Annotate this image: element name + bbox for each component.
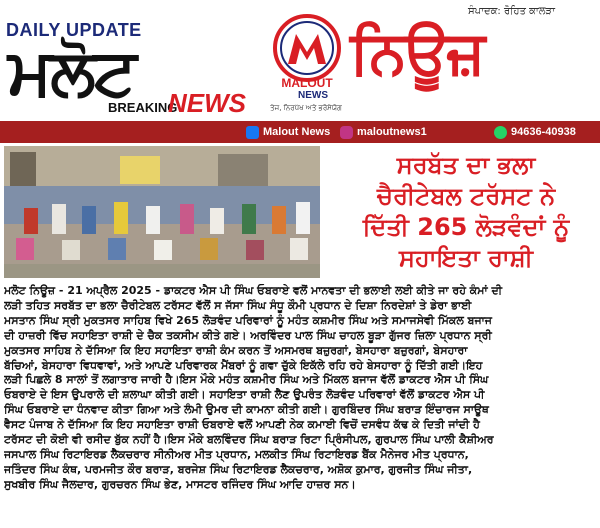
logo-news-text: NEWS <box>298 90 328 101</box>
whatsapp-number: 94636-40938 <box>511 126 576 138</box>
photo-person <box>82 206 96 234</box>
whatsapp-icon <box>494 126 507 139</box>
social-bar <box>0 121 600 143</box>
article-line: ਜਸਪਾਲ ਸਿੰਘ ਰਿਟਾਇਰਡ ਲੈਕਚਰਾਰ ਸੀਨੀਅਰ ਮੀਤ ਪ੍ਰਧਾਨ, ਮਲਕੀਤ ਸਿੰਘ ਰਿਟਾਇਰਡ ਬੈਂਕ ਮੈਨੇਜਰ ਮੀਤ ਪ੍ਰਧਾਨ, <box>4 447 469 461</box>
article-line: ਟਰੱਸਟ ਦੀ ਕੋਈ ਵੀ ਰਸੀਦ ਬੁੱਕ ਨਹੀਂ ਹੈ।ਇਸ ਮੌਕੇ ਬਲਵਿੰਦਰ ਸਿੰਘ ਬਰਾੜ ਰਿਟਾ ਪ੍ਰਿੰਸੀਪਲ, ਗੁਰਪਾਲ ਸਿੰਘ ਪਾਲੀ ਕੈਸ਼ੀਅਰ <box>4 433 494 447</box>
article-line: ਸੁਖਬੀਰ ਸਿੰਘ ਜੈਲਦਾਰ, ਗੁਰਚਰਨ ਸਿੰਘ ਭੇਣ, ਮਾਸਟਰ ਰਜਿੰਦਰ ਸਿੰਘ ਆਦਿ ਹਾਜ਼ਰ ਸਨ। <box>4 477 356 491</box>
facebook-icon <box>246 126 259 139</box>
instagram-icon <box>340 126 353 139</box>
photo-person <box>108 238 126 260</box>
article-line: ਲੜੀ ਤਹਿਤ ਸਰਬੱਤ ਦਾ ਭਲਾ ਚੈਰੀਟੇਬਲ ਟਰੱਸਟ ਵੱਲੋਂ ਸ ਜੱਸਾ ਸਿੰਘ ਸੰਧੂ ਕੌਮੀ ਪ੍ਰਧਾਨ ਦੇ ਦਿਸ਼ਾ ਨਿਰਦੇਸ਼ਾਂ ਤੇ ਡੇਰਾ ਭਾਈ <box>4 298 472 312</box>
article-line: ਮਲੋਟ ਨਿਊਜ਼ - 21 ਅਪ੍ਰੈਲ 2025 - ਡਾਕਟਰ ਐਸ ਪੀ ਸਿੰਘ ਓਬਰਾਏ ਵਲੋਂ ਮਾਨਵਤਾ ਦੀ ਭਲਾਈ ਲਈ ਕੀਤੇ ਜਾ ਰਹੇ ਕੰਮਾਂ ਦੀ <box>4 284 503 297</box>
photo-person <box>114 202 128 234</box>
article-line: ਲੜੀ ਪਿਛਲੇ 8 ਸਾਲਾਂ ਤੋਂ ਲਗਾਤਾਰ ਜਾਰੀ ਹੈ।ਇਸ ਮੌਕੇ ਮਹੰਤ ਕਸ਼ਮੀਰ ਸਿੰਘ ਅਤੇ ਮਿੱਕਲ ਬਜਾਜ ਵੱਲੋਂ ਡਾਕਟਰ ਐਸ ਪੀ ਸਿੰਘ <box>4 373 489 387</box>
masthead <box>0 0 600 118</box>
whatsapp-link[interactable] <box>494 124 576 140</box>
photo-person <box>200 238 218 260</box>
photo-person <box>290 238 308 260</box>
photo-person <box>62 240 80 260</box>
masthead-title-left: ਮਲੋਟ <box>8 36 135 110</box>
facebook-handle: Malout News <box>263 126 331 138</box>
editor-credit: ਸੰਪਾਦਕ: ਰੋਹਿਤ ਕਾਲੜਾ <box>468 6 555 17</box>
instagram-link[interactable] <box>340 124 427 140</box>
event-photo <box>4 146 320 278</box>
photo-person <box>272 206 286 234</box>
instagram-handle: maloutnews1 <box>357 126 427 138</box>
article-line: ਬੱਚਿਆਂ, ਬੇਸਹਾਰਾ ਵਿਧਵਾਵਾਂ, ਅਤੇ ਆਪਣੇ ਪਰਿਵਾਰਕ ਮੈਂਬਰਾਂ ਨੂੰ ਗਵਾ ਚੁੱਕੇ ਇਕੱਲੇ ਰਹਿ ਰਹੇ ਬੇਸਹਾਰਾ ਨੂੰ ਦਿੱਤੀ ਗਈ।ਇਹ <box>4 358 483 372</box>
photo-person <box>24 208 38 234</box>
photo-person <box>296 202 310 234</box>
photo-window <box>218 154 268 186</box>
article-line: ਦੀ ਹਾਜ਼ਰੀ ਵਿੱਚ ਸਹਾਇਤਾ ਰਾਸ਼ੀ ਦੇ ਚੈਕ ਤਕਸੀਮ ਕੀਤੇ ਗਏ। ਅਰਵਿੰਦਰ ਪਾਲ ਸਿੰਘ ਚਾਹਲ ਬੂੜਾ ਗੁੱਜਰ ਜ਼ਿਲਾ ਪ੍ਰਧਾਨ ਸ੍ਰੀ <box>4 328 492 342</box>
photo-person <box>180 204 194 234</box>
article-line: ਜਤਿੰਦਰ ਸਿੰਘ ਕੰਥ, ਪਰਮਜੀਤ ਕੌਰ ਬਰਾੜ, ਬਰਜੇਸ਼ ਸਿੰਘ ਰਿਟਾਇਰਡ ਲੈਕਚਰਾਰ, ਅਸ਼ੋਕ ਕੁਮਾਰ, ਗੁਰਜੀਤ ਸਿੰਘ ਜੀਤਾ, <box>4 462 473 476</box>
article-line: ਮਸਤਾਨ ਸਿੰਘ ਸ੍ਰੀ ਮੁਕਤਸਰ ਸਾਹਿਬ ਵਿਖੇ 265 ਲੋੜਵੰਦ ਪਰਿਵਾਰਾਂ ਨੂੰ ਮਹੰਤ ਕਸ਼ਮੀਰ ਸਿੰਘ ਅਤੇ ਸਮਾਜਸੇਵੀ ਮਿੱਕਲ ਬਜਾਜ <box>4 313 492 327</box>
photo-person <box>242 204 256 234</box>
logo-brand-text: MALOUT <box>281 76 333 90</box>
headline-line: ਚੈਰੀਟੇਬਲ ਟਰੱਸਟ ਨੇ <box>376 182 556 210</box>
photo-person <box>16 238 34 260</box>
photo-person <box>246 240 264 260</box>
photo-banner <box>120 156 160 184</box>
headline-line: ਸਰਬੱਤ ਦਾ ਭਲਾ <box>396 151 536 179</box>
article-line: ਸਿੰਘ ਓਬਰਾਏ ਦਾ ਧੰਨਵਾਦ ਕੀਤਾ ਗਿਆ ਅਤੇ ਲੰਮੀ ਉਮਰ ਦੀ ਕਾਮਨਾ ਕੀਤੀ ਗਈ। ਗੁਰਬਿੰਦਰ ਸਿੰਘ ਬਰਾੜ ਇੰਚਾਰਜ ਸਾਊਥ <box>4 403 489 417</box>
article-line: ਵੈਸਟ ਪੰਜਾਬ ਨੇ ਦੱਸਿਆ ਕਿ ਇਹ ਸਹਾਇਤਾ ਰਾਸ਼ੀ ਓਬਰਾਏ ਵਲੋਂ ਆਪਣੀ ਨੇਕ ਕਮਾਈ ਵਿਚੋਂ ਦਸਵੰਧ ਕੱਢ ਕੇ ਦਿਤੀ ਜਾਂਦੀ ਹੈ <box>4 418 480 432</box>
article-line: ਓਬਰਾਏ ਦੇ ਇਸ ਉਪਰਾਲੇ ਦੀ ਸ਼ਲਾਘਾ ਕੀਤੀ ਗਈ। ਸਹਾਇਤਾ ਰਾਸ਼ੀ ਲੈਣ ਉਪਰੰਤ ਲੋੜਵੰਦ ਪਰਿਵਾਰਾਂ ਵੱਲੋਂ ਡਾਕਟਰ ਐਸ ਪੀ <box>4 388 485 402</box>
headline-line: ਦਿੱਤੀ 265 ਲੋੜਵੰਦਾਂ ਨੂੰ <box>362 213 570 241</box>
logo-ring <box>275 16 339 80</box>
daily-update-label: DAILY UPDATE <box>6 20 142 40</box>
headline-line: ਸਹਾਇਤਾ ਰਾਸ਼ੀ <box>399 244 533 272</box>
logo-tagline: ਤੇਜ, ਨਿਰਪੱਖ ਅਤੇ ਭਰੋਸੇਯੋਗ <box>270 104 342 112</box>
facebook-link[interactable] <box>246 124 330 140</box>
photo-person <box>52 204 66 234</box>
article-body <box>4 284 598 493</box>
breaking-label: BREAKING <box>108 100 178 115</box>
news-label: NEWS <box>168 88 246 118</box>
masthead-title-right: ਨਿਊਜ਼ <box>350 18 484 88</box>
photo-person <box>146 206 160 234</box>
photo-person <box>210 208 224 234</box>
article-headline <box>334 150 598 274</box>
photo-person <box>154 240 172 260</box>
article-line: ਮੁਕਤਸਰ ਸਾਹਿਬ ਨੇ ਦੱਸਿਆ ਕਿ ਇਹ ਸਹਾਇਤਾ ਰਾਸ਼ੀ ਕੰਮ ਕਰਨ ਤੋਂ ਅਸਮਰਥ ਬਜ਼ੁਰਗਾਂ, ਬੇਸਹਾਰਾ ਬਜ਼ੁਰਗਾਂ, ਬੇਸਹਾਰਾ <box>4 343 468 357</box>
